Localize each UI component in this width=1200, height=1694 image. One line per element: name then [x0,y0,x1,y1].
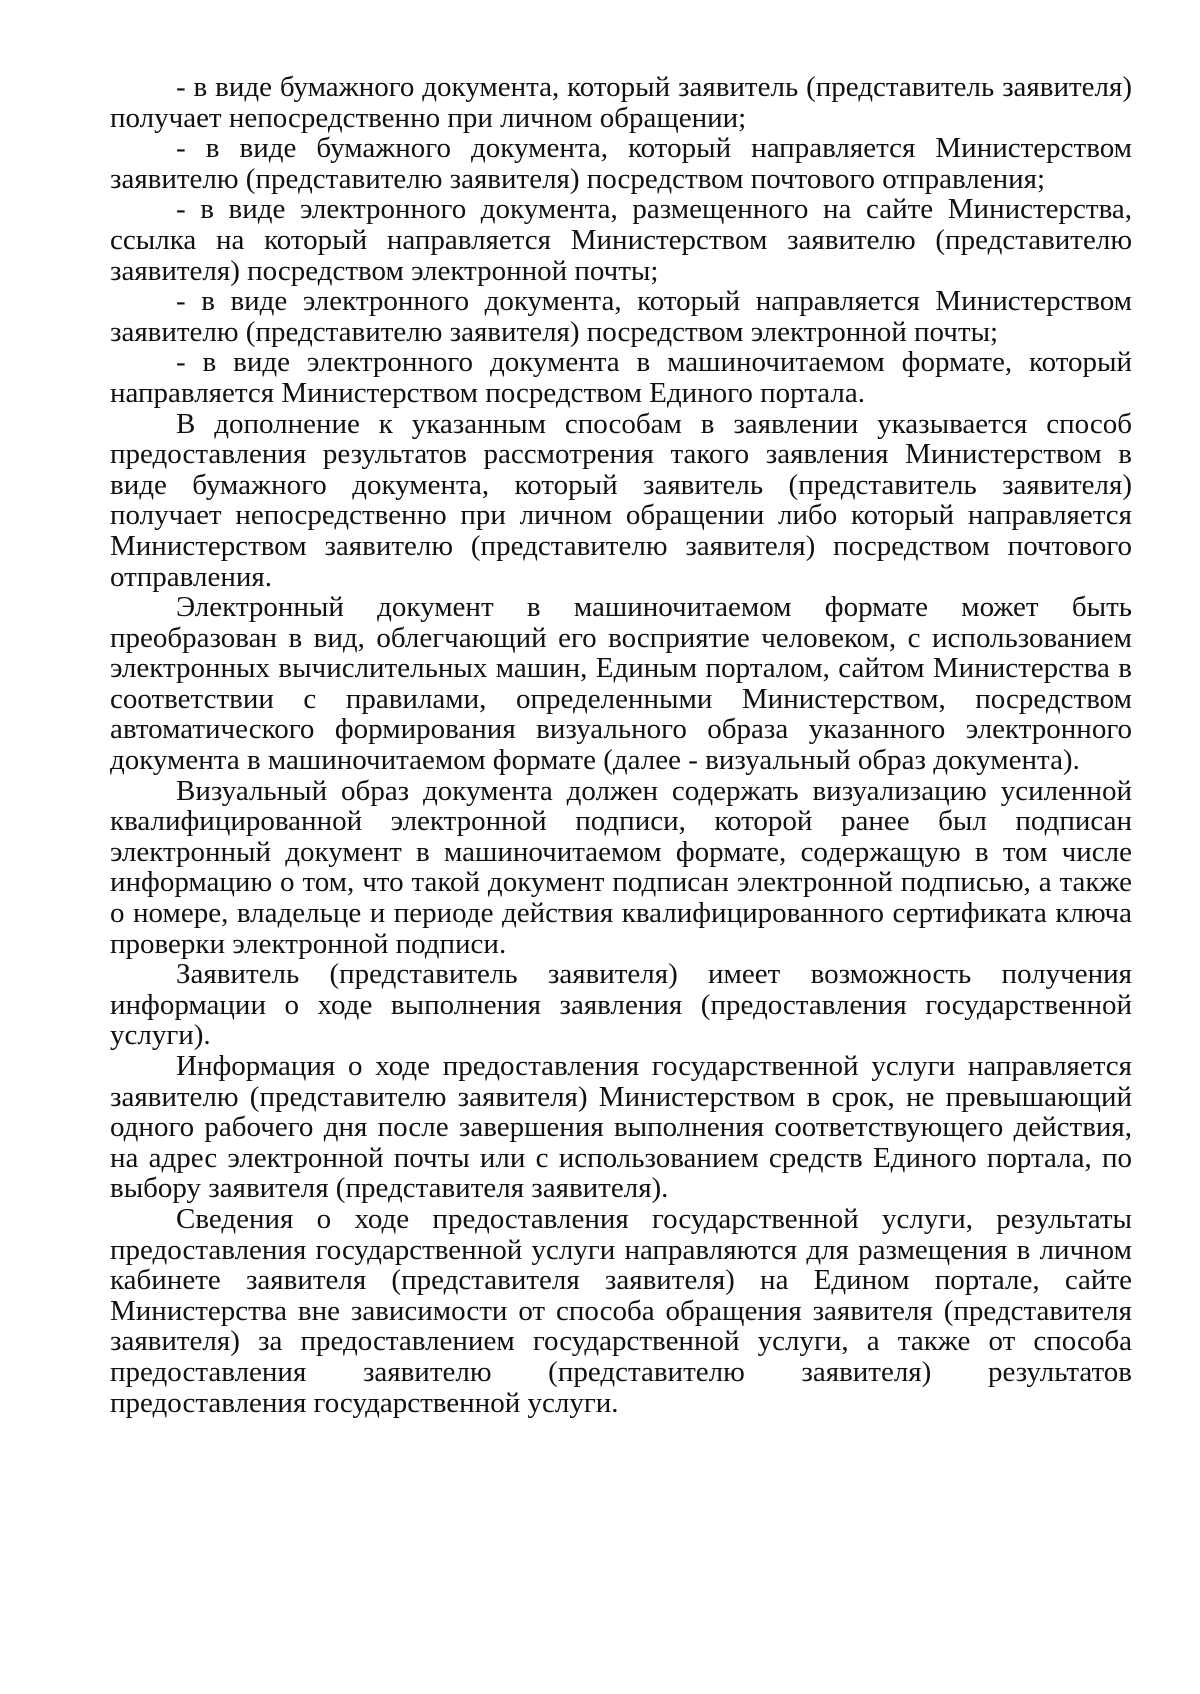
paragraph-progress-notification: Информация о ходе предоставления государственной услуги направляется заявителю (представителю заявителя) Министерством в срок, не превышающий одного рабочего дня после завершения выполнения соответствующего действия, на адрес электронной почты или с использованием средств Единого портала, по выбору заявителя (представителя заявителя). [110,1050,1132,1205]
paragraph-personal-cabinet: Сведения о ходе предоставления государственной услуги, результаты предоставления государственной услуги направляются для размещения в личном кабинете заявителя (представителя заявителя) на Едином портале, сайте Министерства вне зависимости от способа обращения заявителя (представителя заявителя) за предоставлением государственной услуги, а также от способа предоставления заявителю (представителю заявителя) результатов предоставления государственной услуги. [110,1202,1132,1419]
paragraph-machine-readable-conversion: Электронный документ в машиночитаемом формате может быть преобразован в вид, облегчающий его восприятие человеком, с использованием электронных вычислительных машин, Единым порталом, сайтом Министерства в соответствии с правилами, определенными Министерством, посредством автоматического формирования визуального образа указанного электронного документа в машиночитаемом формате (далее - визуальный образ документа). [110,591,1132,777]
document-body [110,72,1132,1418]
paragraph-delivery-paper-in-person: - в виде бумажного документа, который заявитель (представитель заявителя) получает непосредственно при личном обращении; [110,71,1132,134]
paragraph-visual-image-signature: Визуальный образ документа должен содержать визуализацию усиленной квалифицированной электронной подписи, которой ранее был подписан электронный документ в машиночитаемом формате, содержащую в том числе информацию о том, что такой документ подписан электронной подписью, а также о номере, владельце и периоде действия квалифицированного сертификата ключа проверки электронной подписи. [110,774,1132,960]
paragraph-delivery-paper-by-mail: - в виде бумажного документа, который направляется Министерством заявителю (представителю заявителя) посредством почтового отправления; [110,132,1132,195]
paragraph-additional-method: В дополнение к указанным способам в заявлении указывается способ предоставления результатов рассмотрения такого заявления Министерством в виде бумажного документа, который заявитель (представитель заявителя) получает непосредственно при личном обращении либо который направляется Министерством заявителю (представителю заявителя) посредством почтового отправления. [110,407,1132,593]
paragraph-progress-information: Заявитель (представитель заявителя) имеет возможность получения информации о ходе выполнения заявления (предоставления государственной услуги). [110,958,1132,1052]
paragraph-delivery-machine-readable: - в виде электронного документа в машиночитаемом формате, который направляется Министерством посредством Единого портала. [110,346,1132,409]
paragraph-delivery-electronic-email: - в виде электронного документа, который направляется Министерством заявителю (представителю заявителя) посредством электронной почты; [110,285,1132,348]
paragraph-delivery-electronic-link: - в виде электронного документа, размещенного на сайте Министерства, ссылка на который направляется Министерством заявителю (представителю заявителя) посредством электронной почты; [110,193,1132,287]
